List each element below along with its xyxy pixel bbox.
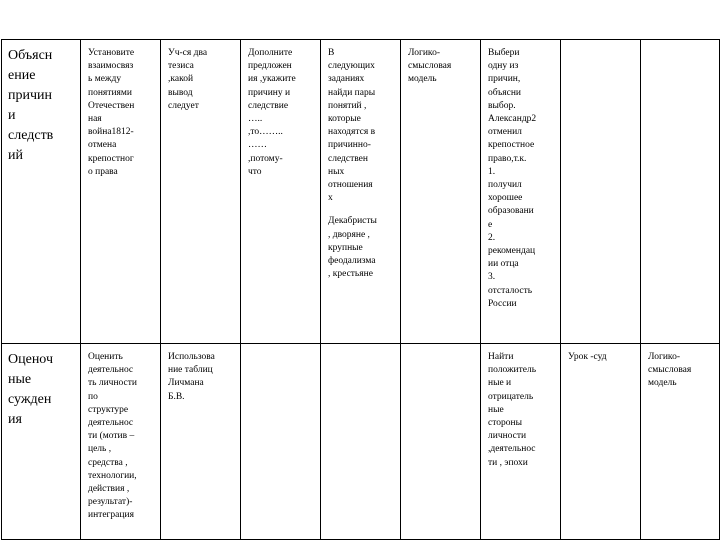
row-heading: Оценоч ные сужден ия [2, 344, 81, 540]
cell-text: В следующих заданиях найди пары понятий , которые находятся в причинно- следствен ных отношения х [328, 48, 376, 204]
table-cell [241, 344, 321, 540]
table-cell [561, 40, 641, 344]
methods-table [1, 39, 720, 540]
table-cell: Выбери одну из причин, объясни выбор. Александр2 отменил крепостное право,т.к. 1. получил хорошее образовани е 2. рекомендац ии отца 3. отсталость России [481, 40, 561, 344]
table-cell: Использова ние таблиц Личмана Б.В. [161, 344, 241, 540]
table-cell: Установите взаимосвяз ь между понятиями Отечествен ная война1812- отмена крепостног о права [81, 40, 161, 344]
table-cell: Урок -суд [561, 344, 641, 540]
table-cell: Логико- смысловая модель [401, 40, 481, 344]
table-cell: Логико- смысловая модель [641, 344, 720, 540]
table-row [2, 40, 720, 344]
row-heading: Объясн ение причин и следств ий [2, 40, 81, 344]
table-cell [641, 40, 720, 344]
table-cell: Дополните предложен ия ,укажите причину и следствие ….. ,то…….. …… ,потому- что [241, 40, 321, 344]
table-cell [321, 344, 401, 540]
table-row [2, 344, 720, 540]
spacer [328, 205, 395, 215]
table-cell: Оценить деятельнос ть личности по структуре деятельнос ти (мотив – цель , средства , технологии, действия , результат)- интеграция [81, 344, 161, 540]
table-cell [321, 40, 401, 344]
cell-text: Декабристы , дворяне , крупные феодализма , крестьяне [328, 216, 377, 280]
table-cell [401, 344, 481, 540]
table-cell: Найти положитель ные и отрицатель ные стороны личности ,деятельнос ти , эпохи [481, 344, 561, 540]
table-cell: Уч-ся два тезиса ,какой вывод следует [161, 40, 241, 344]
